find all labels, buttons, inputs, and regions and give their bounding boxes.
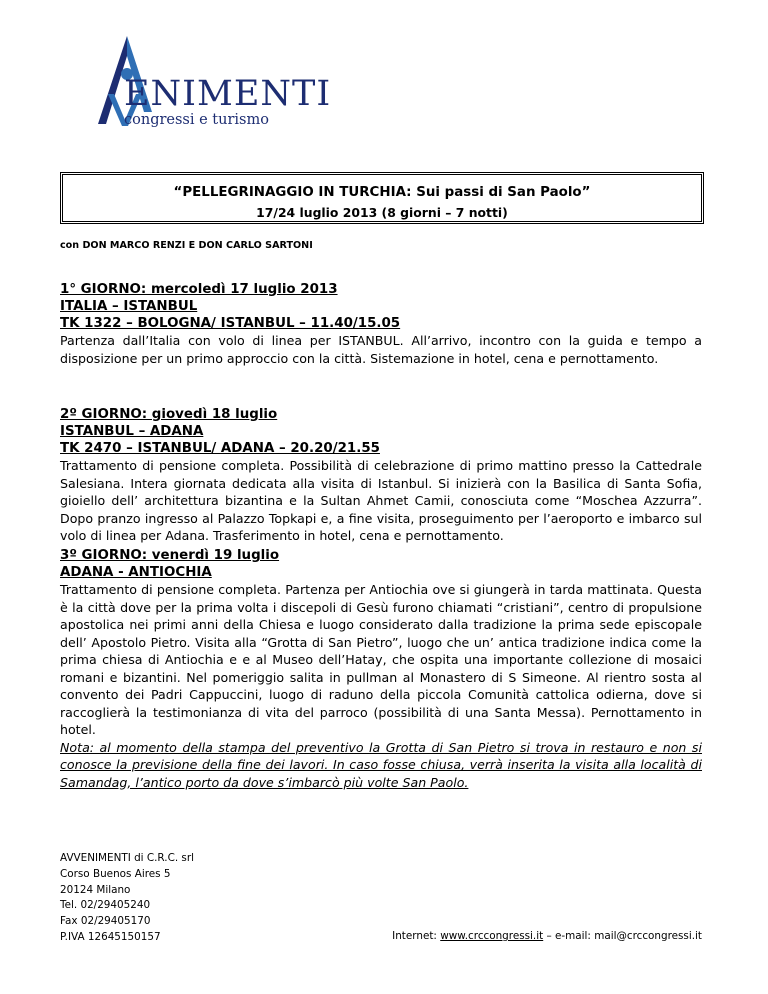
day-2 bbox=[60, 406, 702, 545]
day-description: Trattamento di pensione completa. Partenza per Antiochia ove si giungerà in tarda mattinata. Questa è la città dove per la prima volta i discepoli di Gesù furono chiamati “cristiani”, centro di propulsione apostolica nei primi anni della Chiesa e luogo considerato dalla tradizione la prima sede episcopale dell’ Apostolo Pietro. Visita alla “Grotta di San Pietro”, luogo che un’ antica tradizione indica come la prima chiesa di Antiochia e e al Museo dell’Hatay, che ospita una importante collezione di mosaici romani e bizantini. Nel pomeriggio salita in pullman al Monastero di S Simeone. Al rientro sosta al convento dei Padri Cappuccini, luogo di raduno della piccola Comunità cattolica odierna, dove si raccoglierà la testimonianza di vita del parroco (possibilità di una Santa Messa). Pernottamento in hotel. bbox=[60, 582, 702, 737]
logo-brand: ENIMENTI bbox=[124, 74, 332, 114]
day-flight: TK 2470 – ISTANBUL/ ADANA – 20.20/21.55 bbox=[60, 441, 380, 456]
day-heading: 3º GIORNO: venerdì 19 luglio bbox=[60, 548, 280, 563]
logo-tagline: congressi e turismo bbox=[124, 112, 269, 128]
trip-dates: 17/24 luglio 2013 (8 giorni – 7 notti) bbox=[256, 205, 508, 220]
trip-title: “PELLEGRINAGGIO IN TURCHIA: Sui passi di San Paolo” bbox=[173, 185, 591, 200]
company-logo bbox=[96, 34, 346, 134]
company-city: 20124 Milano bbox=[60, 883, 131, 896]
company-vat: P.IVA 12645150157 bbox=[60, 930, 161, 943]
contact-line bbox=[392, 930, 702, 942]
email-text: – e-mail: mail@crccongressi.it bbox=[543, 930, 702, 942]
day-description: Trattamento di pensione completa. Possibilità di celebrazione di primo mattino presso la Cattedrale Salesiana. Intera giornata dedicata alla visita di Istanbul. Si inizierà con la Basilica di Santa Sofia, gioiello dell’ architettura bizantina e la Sultan Ahmet Camii, conosciuta come “Moschea Azzurra”. Dopo pranzo ingresso al Palazzo Topkapi e, a fine visita, proseguimento per l’aeroporto e imbarco sul volo di linea per Adana. Trasferimento in hotel, cena e pernottamento. bbox=[60, 458, 702, 543]
day-3 bbox=[60, 547, 702, 791]
website-link[interactable]: www.crccongressi.it bbox=[440, 930, 544, 942]
day-route: ADANA - ANTIOCHIA bbox=[60, 565, 212, 580]
day-flight: TK 1322 – BOLOGNA/ ISTANBUL – 11.40/15.05 bbox=[60, 316, 401, 331]
day-route: ISTANBUL – ADANA bbox=[60, 424, 204, 439]
guides-line: con DON MARCO RENZI E DON CARLO SARTONI bbox=[60, 240, 313, 251]
day-note: Nota: al momento della stampa del preventivo la Grotta di San Pietro si trova in restauro e non si conosce la previsione della fine dei lavori. In caso fosse chiusa, verrà inserita la visita alla località di Samandag, l’antico porto da dove s’imbarcò più volte San Paolo. bbox=[60, 739, 702, 790]
company-street: Corso Buenos Aires 5 bbox=[60, 867, 171, 880]
day-route: ITALIA – ISTANBUL bbox=[60, 299, 198, 314]
company-name: AVVENIMENTI di C.R.C. srl bbox=[60, 852, 195, 864]
company-tel: Tel. 02/29405240 bbox=[60, 899, 151, 912]
internet-label: Internet: bbox=[392, 930, 441, 942]
day-1 bbox=[60, 281, 702, 367]
title-box bbox=[60, 172, 704, 224]
company-fax: Fax 02/29405170 bbox=[60, 915, 151, 928]
day-heading: 1° GIORNO: mercoledì 17 luglio 2013 bbox=[60, 282, 338, 297]
day-description: Partenza dall’Italia con volo di linea per ISTANBUL. All’arrivo, incontro con la guida e tempo a disposizione per un primo approccio con la città. Sistemazione in hotel, cena e pernottamento. bbox=[60, 333, 702, 366]
company-address bbox=[60, 851, 194, 946]
day-heading: 2º GIORNO: giovedì 18 luglio bbox=[60, 407, 278, 422]
